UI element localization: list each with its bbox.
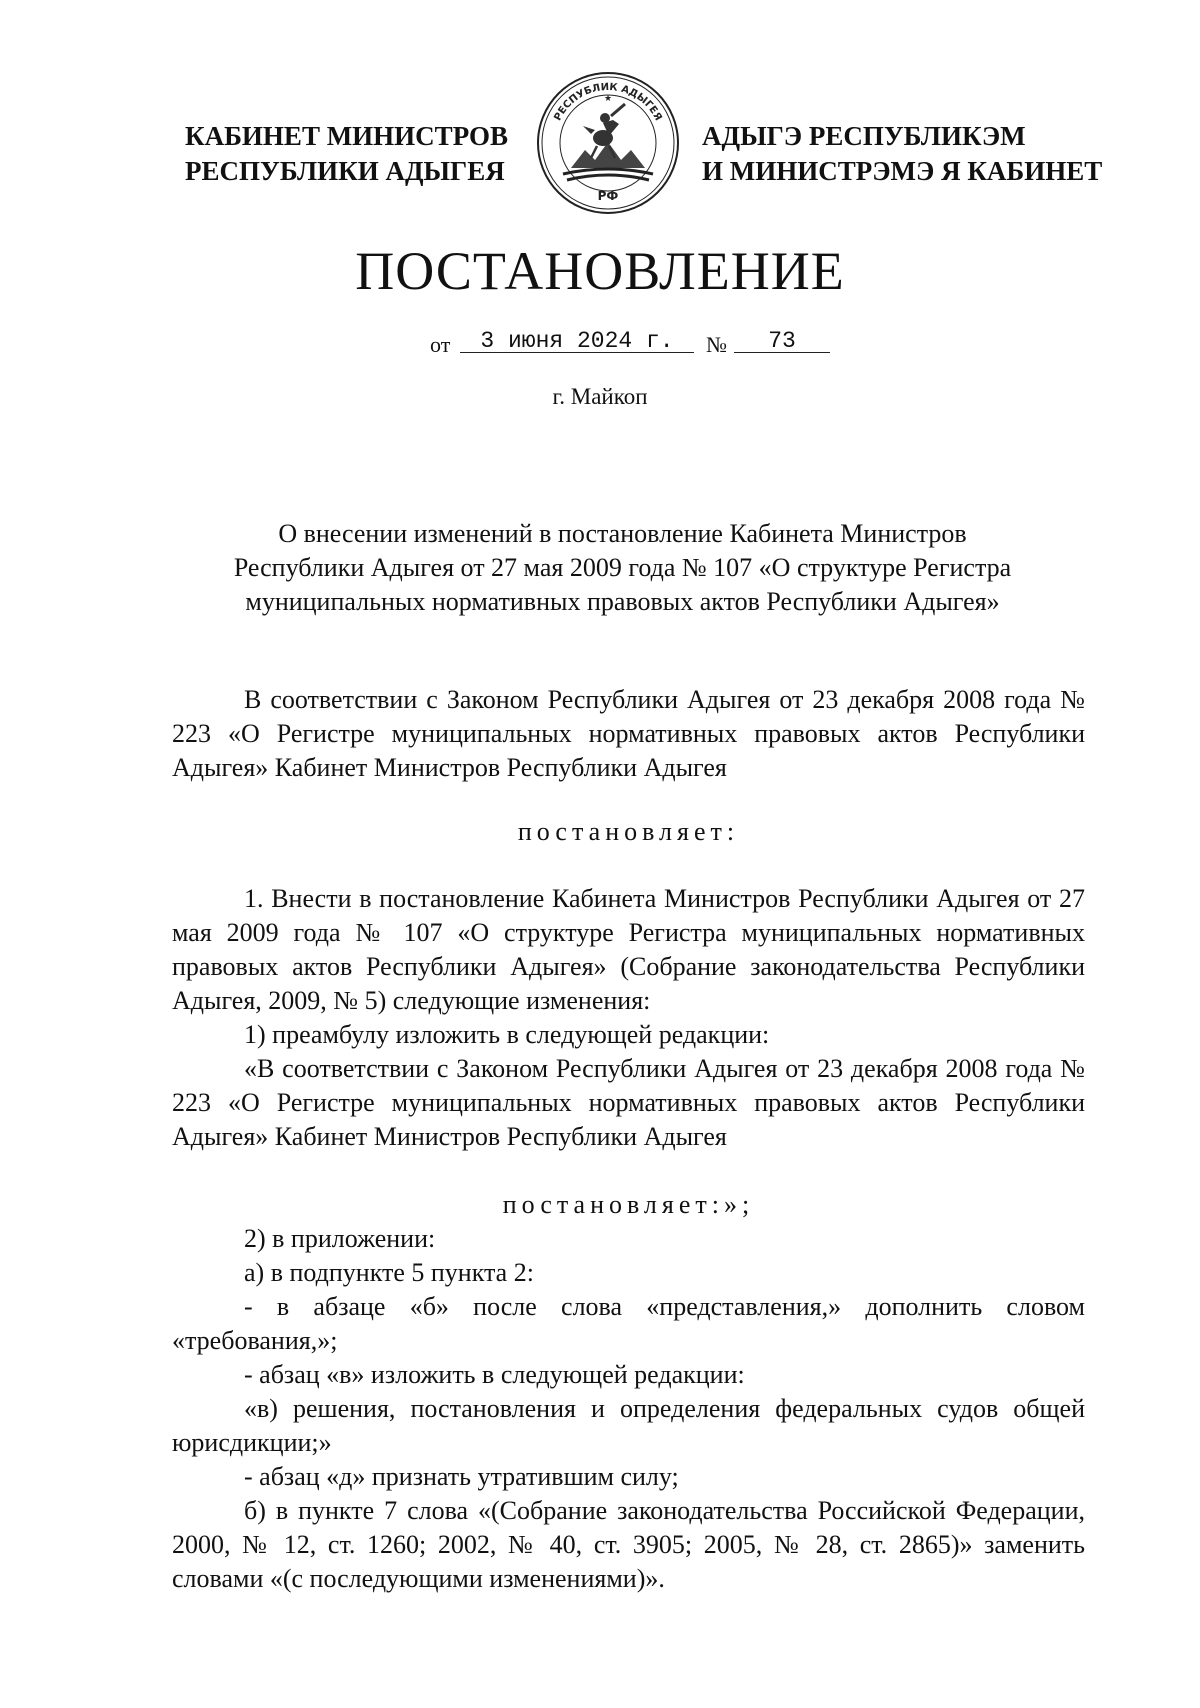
item-1-2: 2) в приложении: [244,1224,436,1253]
decree-word-block [172,815,1085,849]
header-left-line2: РЕСПУБЛИКИ АДЫГЕЯ [185,156,505,186]
item-1-2-a: а) в подпункте 5 пункта 2: [244,1258,534,1287]
decree-word-quoted: постановляет:»; [502,1190,755,1219]
svg-text:★: ★ [603,94,613,104]
document-date: 3 июня 2024 г. [460,328,694,353]
item-1-2-a-2: - абзац «в» изложить в следующей редакции: [244,1360,745,1389]
header-left [185,119,508,189]
item-1: 1. Внести в постановление Кабинета Министров Республики Адыгея от 27 мая 2009 года № 107 «О структуре Регистра муниципальных нормативных правовых актов Республики Адыгея» (Собрание законодательства Республики Адыгея, 2009, № 5) следующие изменения: [172,884,1085,1015]
preamble: В соответствии с Законом Республики Адыгея от 23 декабря 2008 года № 223 «О Регистре муниципальных нормативных правовых актов Республики Адыгея» Кабинет Министров Республики Адыгея [172,685,1085,782]
preamble-block [172,683,1085,785]
subject-heading [160,517,1085,619]
number-label: № [706,332,727,357]
subject-line: Республики Адыгея от 27 мая 2009 года № 107 «О структуре Регистра [233,553,1012,582]
header-right [702,119,1102,189]
document-title: ПОСТАНОВЛЕНИЕ [355,241,845,301]
header-left-line1: КАБИНЕТ МИНИСТРОВ [185,121,509,151]
decree-items [172,882,1085,1596]
svg-text:РЕСПУБЛИК АДЫГЕЯ: РЕСПУБЛИК АДЫГЕЯ [552,81,664,123]
svg-text:РФ: РФ [597,189,619,203]
item-1-1: 1) преамбулу изложить в следующей редакции: [244,1020,770,1049]
coat-of-arms-icon [533,68,683,218]
item-1-2-a-3: - абзац «д» признать утратившим силу; [244,1462,679,1491]
document-number: 73 [734,328,830,353]
item-1-2-b: б) в пункте 7 слова «(Собрание законодательства Российской Федерации, 2000, № 12, ст. 1260; 2002, № 40, ст. 3905; 2005, № 28, ст. 2865)» заменить словами «(с последующими изменениями)». [172,1496,1085,1593]
item-1-2-a-1: - в абзаце «б» после слова «представления,» дополнить словом «требования,»; [172,1292,1085,1355]
subject-line: муниципальных нормативных правовых актов Республики Адыгея» [245,587,1000,616]
item-1-1-quote: «В соответствии с Законом Республики Адыгея от 23 декабря 2008 года № 223 «О Регистре муниципальных нормативных правовых актов Республики Адыгея» Кабинет Министров Республики Адыгея [172,1054,1085,1151]
date-from-label: от [430,332,451,357]
subject-line: О внесении изменений в постановление Кабинета Министров [278,519,967,548]
decree-word: постановляет: [517,817,740,846]
header-right-line1: АДЫГЭ РЕСПУБЛИКЭМ [702,121,1026,151]
city: г. Майкоп [552,384,648,409]
item-1-2-a-2-quote: «в) решения, постановления и определения федеральных судов общей юрисдикции;» [172,1394,1085,1457]
header-right-line2: И МИНИСТРЭМЭ Я КАБИНЕТ [702,156,1103,186]
